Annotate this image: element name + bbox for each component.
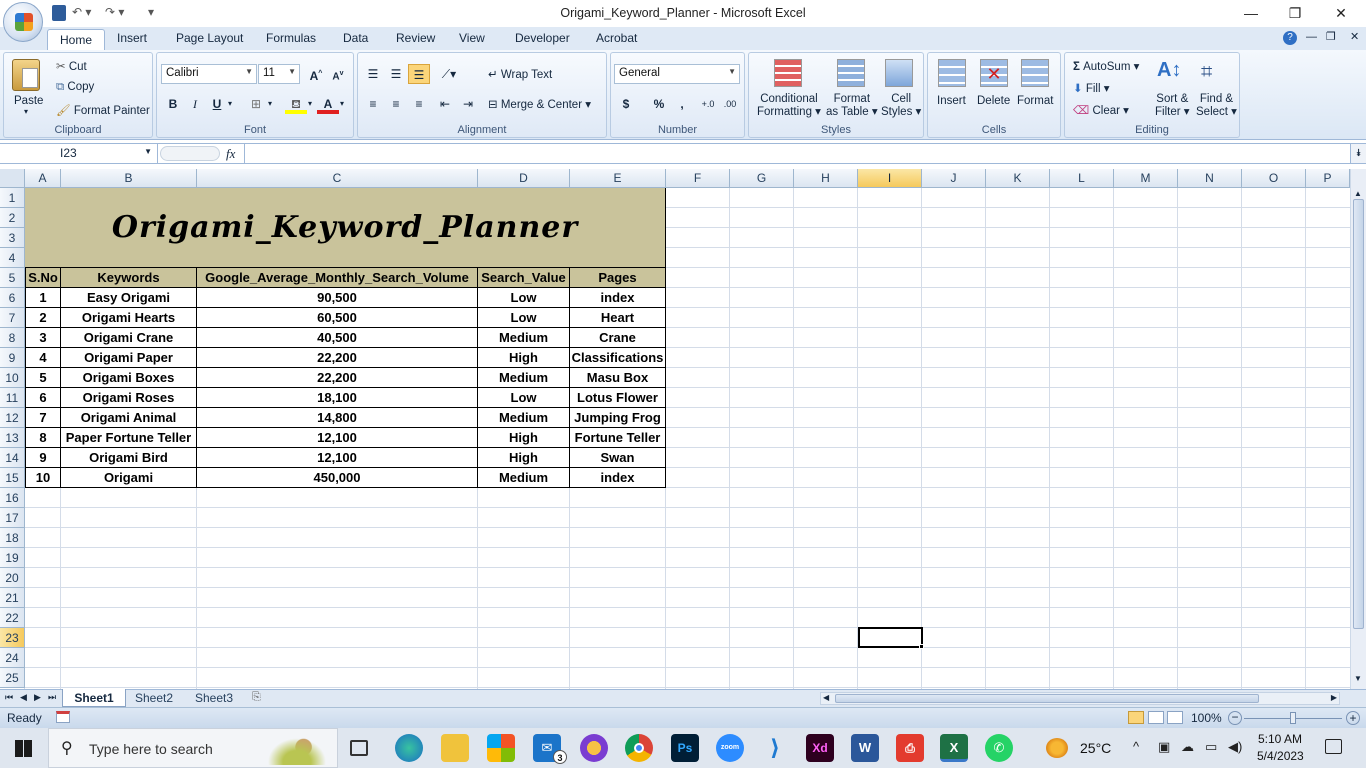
table-cell-sno[interactable]: 4 [25, 348, 61, 368]
chevron-down-icon: ▼ [144, 147, 152, 156]
name-box[interactable]: I23 ▼ [0, 144, 158, 163]
clock-time[interactable]: 5:10 AM [1258, 732, 1303, 746]
table-cell-page[interactable]: Crane [570, 328, 666, 348]
table-cell-search-volume[interactable]: 12,100 [197, 448, 478, 468]
editing-group [1064, 52, 1240, 138]
meet-now-icon[interactable]: ▣ [1158, 739, 1171, 754]
scroll-right-icon[interactable]: ▶ [1330, 693, 1337, 702]
row-header-16[interactable]: 16 [0, 488, 25, 508]
percent-button[interactable]: % [653, 97, 665, 111]
row-header-4[interactable]: 4 [0, 248, 25, 268]
insert-cells-button[interactable]: Insert [937, 95, 966, 107]
table-cell-search-value[interactable]: High [478, 448, 570, 468]
row-header-20[interactable]: 20 [0, 568, 25, 588]
clock-date[interactable]: 5/4/2023 [1257, 749, 1304, 763]
paste-dropdown-icon[interactable]: ▾ [24, 107, 29, 116]
tab-developer[interactable]: Developer [515, 31, 570, 45]
onedrive-icon[interactable]: ☁ [1181, 739, 1194, 754]
font-color-icon[interactable]: A [317, 94, 339, 114]
table-cell-page[interactable]: Heart [570, 308, 666, 328]
select-all-corner[interactable] [0, 169, 25, 188]
increase-indent-icon[interactable]: ⇥ [462, 97, 474, 111]
font-color-dropdown-icon[interactable]: ▾ [339, 99, 344, 108]
notifications-icon[interactable] [1325, 739, 1342, 754]
customize-qat-icon[interactable]: ▾ [148, 5, 155, 19]
table-cell-sno[interactable]: 5 [25, 368, 61, 388]
editing-label: Editing [1135, 124, 1169, 136]
spreadsheet-grid[interactable] [0, 169, 1350, 689]
find-select-button[interactable]: Find & Select ▾ [1196, 93, 1237, 118]
chevron-down-icon: ▼ [288, 67, 296, 76]
styles-label: Styles [821, 124, 851, 136]
help-icon[interactable]: ? [1283, 31, 1297, 45]
acrobat-icon[interactable]: ⎙ [896, 734, 924, 762]
column-header-m[interactable]: M [1114, 169, 1178, 188]
network-icon[interactable]: ▭ [1205, 739, 1218, 754]
scissors-icon: ✂ [56, 61, 66, 73]
fill-color-icon[interactable]: ⛾ [285, 94, 307, 114]
clipboard-group [3, 52, 153, 138]
borders-dropdown-icon[interactable]: ▾ [267, 99, 272, 108]
chevron-down-icon: ▼ [728, 67, 736, 76]
search-decoration-icon [264, 735, 330, 765]
conditional-formatting-icon[interactable] [774, 59, 802, 87]
scroll-down-icon[interactable]: ▼ [1354, 674, 1362, 683]
zoom-icon[interactable]: zoom [716, 734, 744, 762]
format-cells-icon[interactable] [1021, 59, 1049, 87]
row-header-8[interactable]: 8 [0, 328, 25, 348]
photoshop-icon[interactable]: Ps [671, 734, 699, 762]
table-cell-page[interactable]: Swan [570, 448, 666, 468]
copy-icon: ⧉ [56, 81, 65, 93]
tab-view[interactable]: View [459, 31, 485, 45]
page-layout-view-icon[interactable] [1148, 711, 1164, 724]
sheet-title-cell[interactable] [25, 188, 666, 268]
table-cell-search-volume[interactable]: 60,500 [197, 308, 478, 328]
fill-color-dropdown-icon[interactable]: ▾ [307, 99, 312, 108]
underline-button[interactable]: U [212, 97, 222, 111]
format-painter-button[interactable]: 🖌 Format Painter [56, 105, 150, 117]
formula-bar [0, 143, 1366, 164]
decrease-indent-icon[interactable]: ⇤ [439, 97, 451, 111]
sheet-tab-sheet2[interactable]: Sheet2 [134, 691, 174, 705]
word-icon[interactable]: W [851, 734, 879, 762]
paste-button[interactable]: Paste [14, 95, 44, 107]
font-size-combo[interactable]: 11 ▼ [258, 64, 300, 84]
tab-acrobat[interactable]: Acrobat [596, 31, 638, 45]
brave-icon[interactable] [580, 734, 608, 762]
row-header-9[interactable]: 9 [0, 348, 25, 368]
table-header-search-volume[interactable]: Google_Average_Monthly_Search_Volume [197, 268, 478, 288]
weather-icon[interactable] [1046, 738, 1068, 758]
merge-center-button[interactable]: ⊟ Merge & Center ▾ [488, 99, 591, 111]
zoom-level[interactable]: 100% [1191, 711, 1222, 725]
currency-button[interactable]: $ [622, 97, 630, 111]
formula-input[interactable] [244, 144, 1348, 163]
zoom-in-icon[interactable]: + [1346, 711, 1360, 725]
windows-taskbar [0, 728, 1366, 768]
number-format-combo[interactable]: General ▼ [614, 64, 740, 84]
increase-decimal-icon[interactable]: +.0 [701, 99, 715, 109]
align-middle-icon[interactable]: ☰ [390, 67, 402, 81]
table-cell-keyword[interactable]: Paper Fortune Teller [61, 428, 197, 448]
insert-cells-icon[interactable] [938, 59, 966, 87]
table-cell-search-volume[interactable]: 90,500 [197, 288, 478, 308]
fx-icon[interactable]: fx [226, 146, 236, 161]
column-header-n[interactable]: N [1178, 169, 1242, 188]
mail-badge: 3 [553, 750, 567, 764]
shrink-font-button[interactable]: $A^v$ [332, 70, 344, 83]
table-cell-page[interactable]: Classifications [570, 348, 666, 368]
sheet-tab-bar [0, 689, 1366, 707]
align-left-icon[interactable]: ≡ [369, 97, 377, 111]
row-header-12[interactable]: 12 [0, 408, 25, 428]
table-cell-keyword[interactable]: Origami [61, 468, 197, 488]
volume-icon[interactable]: ◀) [1228, 739, 1243, 754]
vertical-scroll-thumb[interactable] [1353, 199, 1364, 629]
table-cell-search-value[interactable]: Medium [478, 328, 570, 348]
table-cell-sno[interactable]: 8 [25, 428, 61, 448]
delete-cells-icon[interactable]: ✕ [980, 59, 1008, 87]
close-button[interactable]: ✕ [1335, 5, 1347, 21]
scroll-left-icon[interactable]: ◀ [823, 693, 830, 702]
prev-sheet-icon[interactable]: ◀ [20, 692, 27, 702]
row-header-13[interactable]: 13 [0, 428, 25, 448]
sort-filter-button[interactable]: Sort & Filter ▾ [1155, 93, 1190, 118]
row-header-14[interactable]: 14 [0, 448, 25, 468]
column-header-e[interactable]: E [570, 169, 666, 188]
chrome-icon[interactable] [625, 734, 653, 762]
sigma-icon: Σ [1073, 61, 1080, 73]
table-cell-sno[interactable]: 1 [25, 288, 61, 308]
cells-label: Cells [981, 124, 1007, 136]
table-cell-keyword[interactable]: Origami Paper [61, 348, 197, 368]
format-as-table-icon[interactable] [837, 59, 865, 87]
orientation-icon[interactable]: ⟋▾ [441, 67, 457, 81]
ribbon [0, 50, 1366, 140]
table-cell-page[interactable]: index [570, 288, 666, 308]
paste-icon[interactable] [12, 59, 40, 91]
table-cell-sno[interactable]: 10 [25, 468, 61, 488]
table-cell-search-volume[interactable]: 22,200 [197, 348, 478, 368]
styles-group [748, 52, 924, 138]
chevron-down-icon: ▼ [245, 67, 253, 76]
format-as-table-button[interactable]: Format as Table ▾ [826, 93, 878, 118]
office-button[interactable] [3, 2, 43, 42]
tab-page-layout[interactable]: Page Layout [176, 31, 244, 45]
table-cell-search-volume[interactable]: 22,200 [197, 368, 478, 388]
table-cell-search-value[interactable]: Low [478, 288, 570, 308]
table-cell-search-value[interactable]: Low [478, 388, 570, 408]
cells-group [927, 52, 1061, 138]
row-header-21[interactable]: 21 [0, 588, 25, 608]
borders-icon[interactable]: ⊞ [250, 97, 262, 111]
insert-sheet-icon[interactable]: ⎘ [252, 691, 261, 703]
row-header-24[interactable]: 24 [0, 648, 25, 668]
align-right-icon[interactable]: ≡ [415, 97, 423, 111]
sheet-title: Origami_Keyword_Planner [111, 210, 579, 245]
column-header-l[interactable]: L [1050, 169, 1114, 188]
row-header-15[interactable]: 15 [0, 468, 25, 488]
number-label: Number [657, 124, 698, 136]
cell-styles-icon[interactable] [885, 59, 913, 87]
table-cell-keyword[interactable]: Origami Animal [61, 408, 197, 428]
wrap-text-icon: ↵ [488, 69, 498, 81]
sheet-tab-sheet1[interactable]: Sheet1 [62, 689, 126, 707]
row-header-18[interactable]: 18 [0, 528, 25, 548]
align-bottom-icon[interactable]: ☰ [408, 64, 430, 84]
column-header-p[interactable]: P [1306, 169, 1350, 188]
sheet-tab-sheet3[interactable]: Sheet3 [194, 691, 234, 705]
formula-cancel-icon[interactable] [160, 146, 220, 161]
column-header-c[interactable]: C [197, 169, 478, 188]
column-header-o[interactable]: O [1242, 169, 1306, 188]
cell-styles-button[interactable]: Cell Styles ▾ [881, 93, 922, 118]
decrease-decimal-icon[interactable]: .00 [723, 99, 737, 109]
table-cell-keyword[interactable]: Origami Crane [61, 328, 197, 348]
normal-view-icon[interactable] [1128, 711, 1144, 724]
table-header-page[interactable]: Pages [570, 268, 666, 288]
office-logo-icon [15, 13, 33, 31]
merge-icon: ⊟ [488, 99, 498, 111]
table-cell-page[interactable]: Jumping Frog [570, 408, 666, 428]
table-cell-sno[interactable]: 6 [25, 388, 61, 408]
table-cell-search-volume[interactable]: 450,000 [197, 468, 478, 488]
tab-formulas[interactable]: Formulas [266, 31, 317, 45]
cut-button[interactable]: ✂ Cut [56, 61, 87, 73]
column-header-j[interactable]: J [922, 169, 986, 188]
column-header-g[interactable]: G [730, 169, 794, 188]
horizontal-scroll-thumb[interactable] [835, 694, 1259, 703]
expand-formula-icon[interactable]: ⯯ [1350, 144, 1366, 163]
table-cell-page[interactable]: Masu Box [570, 368, 666, 388]
tab-home[interactable]: Home [47, 29, 105, 51]
file-explorer-icon[interactable] [441, 734, 469, 762]
row-header-1[interactable]: 1 [0, 188, 25, 208]
table-cell-keyword[interactable]: Origami Roses [61, 388, 197, 408]
restore-button[interactable]: ❐ [1288, 5, 1302, 21]
microsoft-store-icon[interactable] [487, 734, 515, 762]
task-view-icon[interactable] [350, 740, 368, 756]
search-placeholder: Type here to search [89, 741, 213, 757]
number-group [610, 52, 745, 138]
row-header-6[interactable]: 6 [0, 288, 25, 308]
last-sheet-icon[interactable]: ⏭ [48, 692, 57, 702]
table-cell-search-volume[interactable]: 12,100 [197, 428, 478, 448]
table-cell-sno[interactable]: 7 [25, 408, 61, 428]
ribbon-close-icon[interactable]: ✕ [1350, 31, 1360, 43]
fill-down-icon: ⬇ [1073, 83, 1083, 95]
table-header-search-value[interactable]: Search_Value [478, 268, 570, 288]
comma-button[interactable]: , [680, 97, 684, 111]
whatsapp-icon[interactable]: ✆ [985, 734, 1013, 762]
clear-button[interactable]: ⌫ Clear ▾ [1073, 105, 1129, 117]
font-name-combo[interactable]: Calibri ▼ [161, 64, 257, 84]
delete-cells-button[interactable]: Delete [977, 95, 1011, 107]
table-cell-sno[interactable]: 9 [25, 448, 61, 468]
align-center-icon[interactable]: ≡ [392, 97, 400, 111]
table-cell-search-value[interactable]: High [478, 348, 570, 368]
chevron-up-icon[interactable]: ^ [1133, 739, 1140, 754]
table-cell-search-value[interactable]: High [478, 428, 570, 448]
table-cell-search-value[interactable]: Medium [478, 368, 570, 388]
ribbon-minimize-icon[interactable]: — [1306, 31, 1317, 43]
taskbar-search-box[interactable] [48, 728, 338, 768]
table-cell-search-value[interactable]: Low [478, 308, 570, 328]
zoom-out-icon[interactable]: − [1228, 711, 1242, 725]
table-cell-page[interactable]: Fortune Teller [570, 428, 666, 448]
column-header-b[interactable]: B [61, 169, 197, 188]
vertical-scrollbar[interactable] [1350, 169, 1366, 689]
table-cell-search-value[interactable]: Medium [478, 408, 570, 428]
alignment-group [357, 52, 607, 138]
excel-icon[interactable]: X [940, 734, 968, 762]
column-header-f[interactable]: F [666, 169, 730, 188]
scroll-up-icon[interactable]: ▲ [1354, 189, 1362, 198]
column-header-a[interactable]: A [25, 169, 61, 188]
column-header-h[interactable]: H [794, 169, 858, 188]
zoom-slider-thumb[interactable] [1290, 712, 1296, 724]
eraser-icon: ⌫ [1073, 105, 1090, 117]
row-header-5[interactable]: 5 [0, 268, 25, 288]
bold-button[interactable]: B [168, 97, 178, 111]
grow-font-button[interactable]: A^ [309, 69, 323, 83]
status-bar [0, 707, 1366, 728]
tab-review[interactable]: Review [396, 31, 436, 45]
tab-insert[interactable]: Insert [117, 31, 148, 45]
format-cells-button[interactable]: Format [1017, 95, 1054, 107]
fill-button[interactable]: ⬇ Fill ▾ [1073, 83, 1110, 95]
ribbon-tabs [0, 27, 1366, 50]
table-cell-keyword[interactable]: Origami Bird [61, 448, 197, 468]
redo-icon[interactable]: ↷ ▾ [105, 5, 125, 19]
column-header-k[interactable]: K [986, 169, 1050, 188]
paintbrush-icon: 🖌 [56, 105, 71, 117]
active-cell-cursor[interactable] [858, 627, 923, 648]
row-header-23[interactable]: 23 [0, 628, 25, 648]
clipboard-label: Clipboard [54, 124, 102, 136]
row-header-25[interactable]: 25 [0, 668, 25, 688]
table-cell-search-volume[interactable]: 40,500 [197, 328, 478, 348]
conditional-formatting-button[interactable]: Conditional Formatting ▾ [757, 93, 821, 118]
minimize-button[interactable]: — [1244, 5, 1258, 21]
column-header-d[interactable]: D [478, 169, 570, 188]
row-header-19[interactable]: 19 [0, 548, 25, 568]
table-header-keyword[interactable]: Keywords [61, 268, 197, 288]
first-sheet-icon[interactable]: ⏮ [5, 692, 14, 702]
tab-data[interactable]: Data [343, 31, 369, 45]
status-ready: Ready [7, 711, 42, 725]
table-cell-search-value[interactable]: Medium [478, 468, 570, 488]
page-break-view-icon[interactable] [1167, 711, 1183, 724]
binoculars-icon[interactable]: ⌗ [1201, 61, 1213, 83]
window-title: Origami_Keyword_Planner - Microsoft Excel [560, 6, 806, 20]
fill-handle[interactable] [919, 644, 924, 649]
row-header-17[interactable]: 17 [0, 508, 25, 528]
table-header-sno[interactable]: S.No [25, 268, 61, 288]
row-header-3[interactable]: 3 [0, 228, 25, 248]
mail-icon[interactable]: ✉ 3 [533, 734, 561, 762]
windows-start-icon[interactable] [15, 740, 32, 757]
font-group [156, 52, 354, 138]
table-cell-search-volume[interactable]: 14,800 [197, 408, 478, 428]
alignment-label: Alignment [457, 124, 507, 136]
underline-dropdown-icon[interactable]: ▾ [227, 99, 232, 108]
italic-button[interactable]: I [193, 97, 197, 111]
undo-icon[interactable]: ↶ ▾ [72, 5, 92, 19]
weather-temp[interactable]: 25°C [1080, 740, 1112, 756]
row-header-10[interactable]: 10 [0, 368, 25, 388]
sort-filter-icon[interactable]: A↕ [1157, 59, 1182, 81]
horizontal-scrollbar[interactable] [820, 692, 1340, 705]
table-cell-sno[interactable]: 3 [25, 328, 61, 348]
table-cell-page[interactable]: index [570, 468, 666, 488]
macro-record-icon[interactable] [56, 711, 70, 723]
autosum-button[interactable]: Σ AutoSum ▾ [1073, 61, 1140, 73]
table-cell-keyword[interactable]: Origami Boxes [61, 368, 197, 388]
adobe-xd-icon[interactable]: Xd [806, 734, 834, 762]
row-header-7[interactable]: 7 [0, 308, 25, 328]
search-icon: ⚲ [61, 740, 73, 757]
wrap-text-button[interactable]: ↵ Wrap Text [488, 69, 553, 81]
row-header-22[interactable]: 22 [0, 608, 25, 628]
font-label: Font [243, 124, 266, 136]
table-cell-keyword[interactable]: Easy Origami [61, 288, 197, 308]
row-header-11[interactable]: 11 [0, 388, 25, 408]
table-cell-keyword[interactable]: Origami Hearts [61, 308, 197, 328]
column-header-i[interactable]: I [858, 169, 922, 188]
table-cell-search-volume[interactable]: 18,100 [197, 388, 478, 408]
vscode-icon[interactable]: ⟩ [769, 735, 781, 760]
copy-button[interactable]: ⧉ Copy [56, 81, 95, 93]
next-sheet-icon[interactable]: ▶ [34, 692, 41, 702]
edge-icon[interactable] [395, 734, 423, 762]
ribbon-restore-icon[interactable]: ❐ [1326, 31, 1336, 43]
align-top-icon[interactable]: ☰ [367, 67, 379, 81]
title-bar [0, 0, 1366, 27]
table-cell-sno[interactable]: 2 [25, 308, 61, 328]
row-header-2[interactable]: 2 [0, 208, 25, 228]
table-cell-page[interactable]: Lotus Flower [570, 388, 666, 408]
